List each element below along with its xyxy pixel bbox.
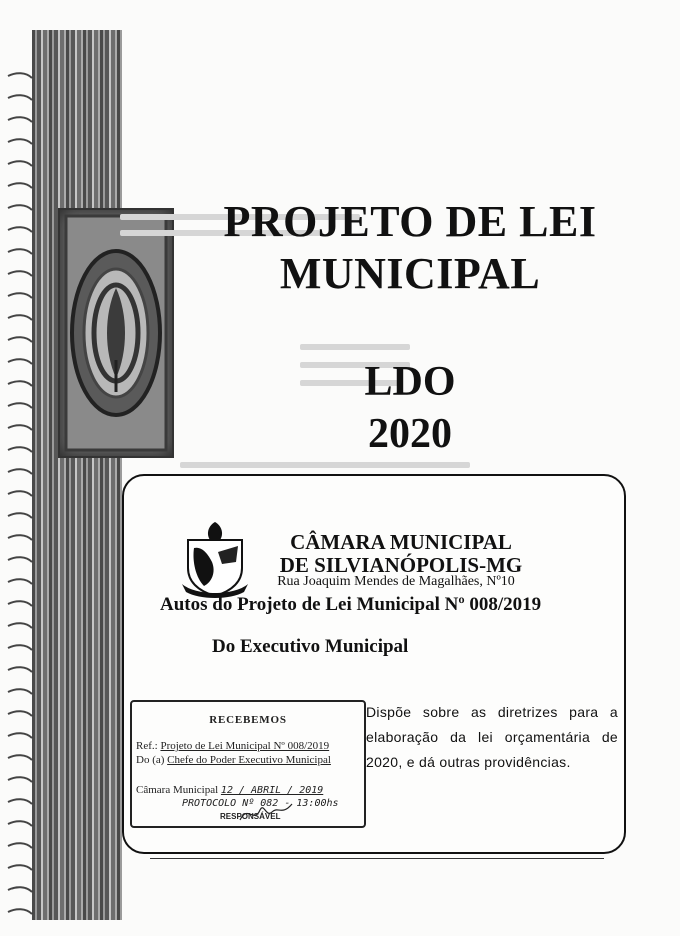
- bill-number-heading: Autos do Projeto de Lei Municipal Nº 008/2019: [160, 594, 542, 615]
- receipt-from-label: Do (a): [136, 754, 165, 766]
- subtitle-ldo: LDO: [364, 359, 456, 405]
- spiral-rings-icon: [6, 70, 34, 920]
- title-line-2: MUNICIPAL: [279, 249, 541, 298]
- title-line-1: PROJETO DE LEI: [223, 197, 597, 246]
- receipt-protocol: PROTOCOLO Nº 082 - 13:00hs: [182, 798, 339, 809]
- receipt-from-value: Chefe do Poder Executivo Municipal: [167, 754, 331, 766]
- receipt-ref: [136, 740, 329, 752]
- decorative-cover-strip: [32, 30, 122, 920]
- receipt-date-value: 12 / ABRIL / 2019: [220, 785, 324, 796]
- receipt-from: [136, 754, 331, 766]
- cover-emblem: [58, 208, 174, 458]
- spiral-binding: [0, 30, 130, 920]
- chamber-name-line-1: CÂMARA MUNICIPAL: [290, 530, 512, 554]
- receipt-responsavel: RESPONSÁVEL: [220, 812, 281, 821]
- receipt-chamber-label: Câmara Municipal: [136, 784, 219, 796]
- bill-description: Dispõe sobre as diretrizes para a elaboração da lei orçamentária de 2020, e dá outras providências.: [366, 704, 618, 770]
- receipt-ref-label: Ref.:: [136, 740, 158, 752]
- oval-leaf-emblem-icon: [60, 210, 172, 456]
- bill-origin: Do Executivo Municipal: [212, 636, 409, 657]
- receipt-ref-value: Projeto de Lei Municipal Nº 008/2019: [160, 740, 330, 752]
- receipt-header: RECEBEMOS: [209, 714, 287, 726]
- chamber-address: Rua Joaquim Mendes de Magalhães, Nº10: [277, 574, 515, 589]
- year: 2020: [368, 411, 452, 457]
- receipt-stamp: [130, 700, 366, 828]
- bottom-divider: [150, 858, 604, 859]
- receipt-date: [136, 784, 323, 796]
- coat-of-arms-icon: [178, 518, 252, 600]
- chamber-name-line-2: DE SILVIANÓPOLIS-MG: [279, 553, 523, 577]
